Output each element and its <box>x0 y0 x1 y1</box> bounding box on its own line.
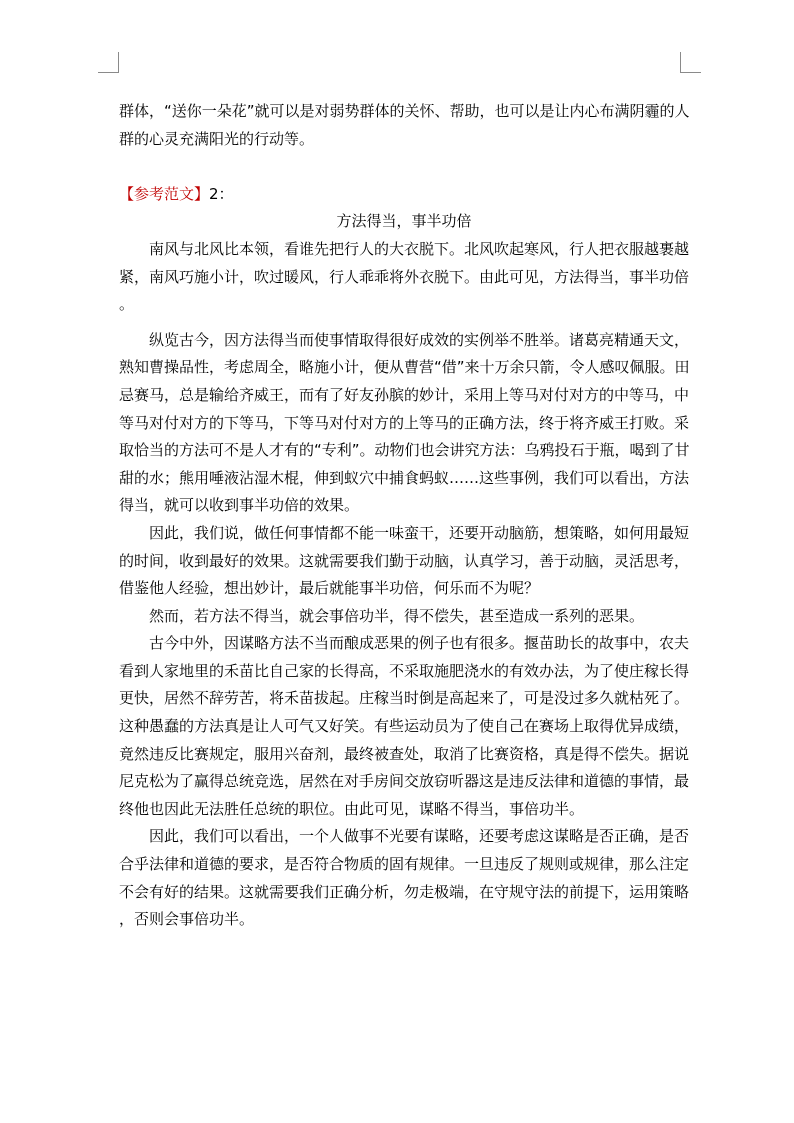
page-corner-mark-top-left <box>98 52 119 73</box>
paragraph-line: 得当，就可以收到事半功倍的效果。 <box>119 496 360 515</box>
reference-label: 【参考范文】 <box>119 184 210 203</box>
paragraph-line: ，否则会事倍功半。 <box>119 910 255 929</box>
paragraph-3 <box>119 520 690 603</box>
paragraph-line: 尼克松为了赢得总统竞选，居然在对手房间交放窃听器这是违反法律和道德的事情，最 <box>119 772 690 791</box>
intro-line: 群体，“送你一朵花”就可以是对弱势群体的关怀、帮助，也可以是让内心布满阴霾的人 <box>119 102 690 120</box>
paragraph-line: 南风与北风比本领，看谁先把行人的大衣脱下。北风吹起寒风，行人把衣服越裹越 <box>149 239 690 258</box>
spacer <box>119 153 679 181</box>
paragraph-line: 。 <box>119 295 135 314</box>
paragraph-line: 甜的水；熊用唾液沾湿木棍，伸到蚁穴中捕食蚂蚁……这些事例，我们可以看出，方法 <box>119 468 690 487</box>
paragraph-line: 更快，居然不辞劳苦，将禾苗拔起。庄稼当时倒是高起来了，可是没过多久就枯死了。 <box>119 689 690 708</box>
spacer <box>119 319 679 327</box>
essay-title: 方法得当，事半功倍 <box>336 212 472 231</box>
paragraph-1 <box>119 236 690 319</box>
paragraph-line: 看到人家地里的禾苗比自己家的长得高，不采取施肥浇水的有效办法，为了使庄稼长得 <box>119 661 690 680</box>
paragraph-line: 合乎法律和道德的要求，是否符合物质的固有规律。一旦违反了规则或规律，那么注定 <box>119 855 690 874</box>
intro-line: 群的心灵充满阳光的行动等。 <box>119 129 315 148</box>
paragraph-line: 紧，南风巧施小计，吹过暖风，行人乖乖将外衣脱下。由此可见，方法得当，事半功倍 <box>119 267 690 286</box>
paragraph-6 <box>119 823 690 933</box>
page-corner-mark-top-right <box>680 52 701 73</box>
paragraph-line: 因此，我们可以看出，一个人做事不光要有谋略，还要考虑这谋略是否正确，是否 <box>149 827 690 846</box>
paragraph-5 <box>119 630 690 823</box>
reference-heading <box>119 181 679 209</box>
paragraph-line: 借鉴他人经验，想出妙计，最后就能事半功倍，何乐而不为呢？ <box>119 579 540 598</box>
paragraph-line: 这种愚蠢的方法真是让人可气又好笑。有些运动员为了使自己在赛场上取得优异成绩， <box>119 717 690 736</box>
paragraph-4 <box>119 603 679 631</box>
paragraph-line: 终他也因此无法胜任总统的职位。由此可见，谋略不得当，事倍功半。 <box>119 799 585 818</box>
paragraph-2 <box>119 327 690 520</box>
paragraph-line: 熟知曹操品性，考虑周全，略施小计，便从曹营“借”来十万余只箭，令人感叹佩服。田 <box>119 358 690 377</box>
paragraph-line: 纵览古今，因方法得当而使事情取得很好成效的实例举不胜举。诸葛亮精通天文， <box>149 330 690 349</box>
paragraph-line: 的时间，收到最好的效果。这就需要我们勤于动脑，认真学习，善于动脑，灵活思考， <box>119 551 690 570</box>
document-body <box>119 98 690 934</box>
paragraph-line: 古今中外，因谋略方法不当而酿成恶果的例子也有很多。揠苗助长的故事中，农夫 <box>149 634 690 653</box>
paragraph-line: 不会有好的结果。这就需要我们正确分析，勿走极端，在守规守法的前提下，运用策略 <box>119 882 690 901</box>
paragraph-line: 因此，我们说，做任何事情都不能一味蛮干，还要开动脑筋，想策略，如何用最短 <box>149 523 690 542</box>
reference-number: 2： <box>209 184 234 203</box>
paragraph-line: 竟然违反比赛规定，服用兴奋剂，最终被查处，取消了比赛资格，真是得不偿失。据说 <box>119 744 690 763</box>
paragraph-line: 等马对付对方的下等马，下等马对付对方的上等马的正确方法，终于将齐威王打败。采 <box>119 413 690 432</box>
paragraph-line: 忌赛马，总是输给齐威王，而有了好友孙膑的妙计，采用上等马对付对方的中等马，中 <box>119 385 690 404</box>
paragraph-line: 取恰当的方法可不是人才有的“专利”。动物们也会讲究方法：乌鸦投石于瓶，喝到了甘 <box>119 441 690 460</box>
paragraph-line: 然而，若方法不得当，就会事倍功半，得不偿失，甚至造成一系列的恶果。 <box>149 606 645 625</box>
